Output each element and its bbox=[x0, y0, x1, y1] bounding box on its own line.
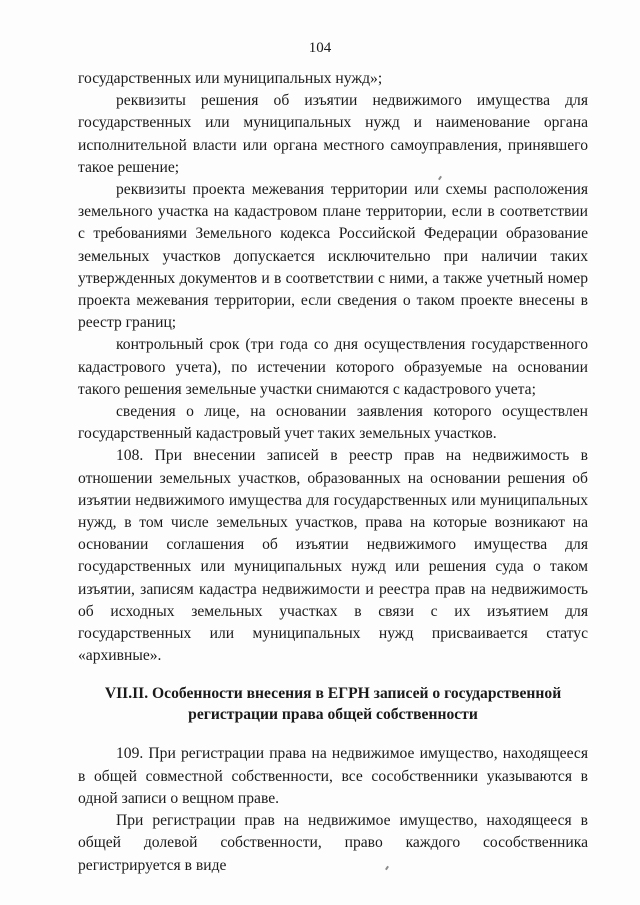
paragraph: При регистрации прав на недвижимое имущество, находящееся в общей долевой собственности, право каждого сособственника регистрируется в виде bbox=[78, 812, 588, 874]
paragraph: реквизиты решения об изъятии недвижимого имущества для государственных или муниципальных нужд и наименование органа исполнительной власти или органа местного самоуправления, принявшего такое решение; bbox=[78, 92, 588, 176]
paragraph: сведения о лице, на основании заявления которого осуществлен государственный кадастровый учет таких земельных участков. bbox=[78, 403, 588, 443]
section-heading bbox=[78, 683, 588, 725]
document-body bbox=[78, 68, 588, 877]
paragraph-item-109: 109. При регистрации права на недвижимое имущество, находящееся в общей совместной собственности, все сособственники указываются в одной записи о вещном праве. bbox=[78, 745, 588, 807]
section-heading-line-2: регистрации права общей собственности bbox=[188, 706, 478, 724]
paragraph-item-108: 108. При внесении записей в реестр прав на недвижимость в отношении земельных участков, образованных на основании решения об изъятии недвижимого имущества для государственных или муниципальных нужд, в том числе земельных участков, права на которые возникают на основании соглашения об изъятии недвижимого имущества для государственных или муниципальных нужд или решения суда о таком изъятии, записям кадастра недвижимости и реестра прав на недвижимость об исходных земельных участках в связи с их изъятием для государственных или муниципальных нужд присваивается статус «архивные». bbox=[78, 447, 588, 665]
page-number: 104 bbox=[308, 40, 332, 56]
section-heading-line-1: VII.II. Особенности внесения в ЕГРН записей о государственной bbox=[104, 685, 562, 703]
paragraph: контрольный срок (три года со дня осуществления государственного кадастрового учета), по истечении которого образуемые на основании такого решения земельные участки снимаются с кадастрового учета; bbox=[78, 336, 588, 398]
paragraph-continuation: государственных или муниципальных нужд»; bbox=[78, 70, 383, 87]
paragraph: реквизиты проекта межевания территории или схемы расположения земельного участка на кадастровом плане территории, если в соответствии с требованиями Земельного кодекса Российской Федерации образование земельных участков допускается исключительно при наличии таких утвержденных документов и в соответствии с ними, а также учетный номер проекта межевания территории, если сведения о таком проекте внесены в реестр границ; bbox=[78, 181, 588, 332]
